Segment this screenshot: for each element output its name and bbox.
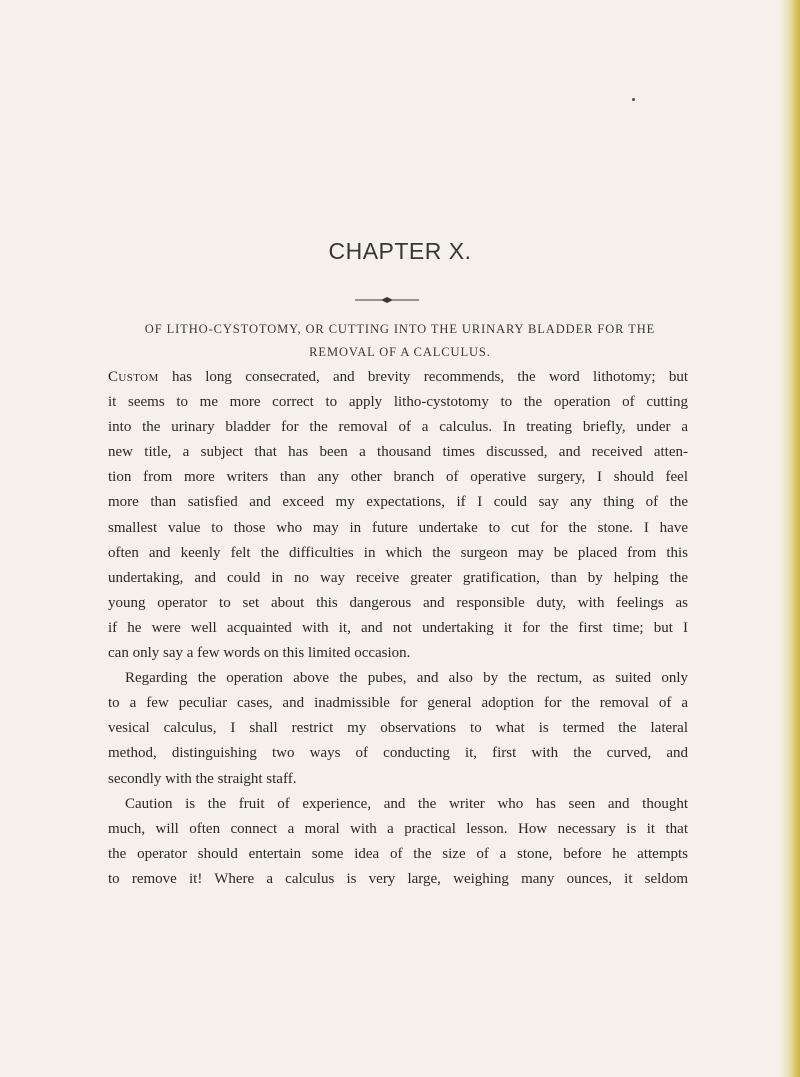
section-heading-line: OF LITHO-CYSTOTOMY, OR CUTTING INTO THE URINARY BLADDER FOR THE [144,322,656,336]
ornament-divider [355,296,419,304]
text-line: much, will often connect a moral with a practical lesson. How necessary is it that [108,820,688,837]
text-line: Caution is the fruit of experience, and the writer who has seen and thought [125,795,688,812]
text-line: to remove it! Where a calculus is very large, weighing many ounces, it seldom [108,870,688,887]
text-line: young operator to set about this dangerous and responsible duty, with feelings as [108,594,688,611]
text-line: secondly with the straight staff. [108,770,297,787]
text-line: the operator should entertain some idea of the size of a stone, before he attempts [108,845,688,862]
chapter-title: CHAPTER X. [328,238,472,264]
text-line: undertaking, and could in no way receive greater gratification, than by helping the [108,569,688,586]
text-line: into the urinary bladder for the removal of a calculus. In treating briefly, under a [108,419,688,436]
text-line: new title, a subject that has been a thousand times discussed, and received atten- [108,444,688,461]
text-line: tion from more writers than any other branch of operative surgery, I should feel [108,469,688,486]
page-edge [786,0,800,1077]
text-line: if he were well acquainted with it, and not undertaking it for the first time; but I [108,619,688,636]
text-line: vesical calculus, I shall restrict my observations to what is termed the lateral [108,720,688,737]
text-line: often and keenly felt the difficulties in which the surgeon may be placed from this [108,544,688,561]
text-line: Custom has long consecrated, and brevity recommends, the word lithotomy; but [108,369,688,385]
section-heading-line: REMOVAL OF A CALCULUS. [309,345,491,359]
text-line: it seems to me more correct to apply litho-cystotomy to the operation of cutting [108,394,688,411]
body-text [108,365,688,892]
ink-fleck [632,98,635,101]
text-line: method, distinguishing two ways of conducting it, first with the curved, and [108,745,688,762]
text-line: can only say a few words on this limited occasion. [108,645,411,662]
text-line: Regarding the operation above the pubes, and also by the rectum, as suited only [125,670,688,687]
text-line: smallest value to those who may in future undertake to cut for the stone. I have [108,519,688,536]
text-line: to a few peculiar cases, and inadmissible for general adoption for the removal of a [108,695,688,712]
text-line: more than satisfied and exceed my expectations, if I could say any thing of the [108,494,688,511]
section-heading [80,318,720,364]
lead-word: Custom [108,369,159,385]
